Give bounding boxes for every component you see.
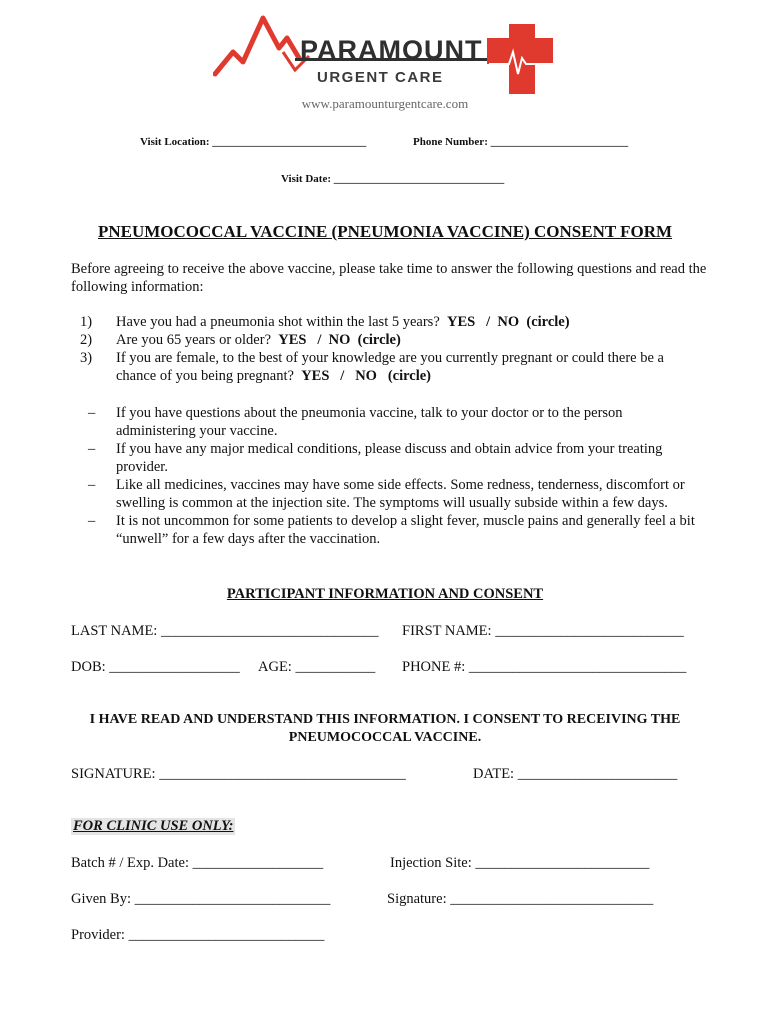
age-field[interactable]: AGE: ___________ (258, 659, 376, 675)
info-bullet (88, 476, 703, 512)
consent-statement: I HAVE READ AND UNDERSTAND THIS INFORMATION. I CONSENT TO RECEIVING THE PNEUMOCOCCAL VACCINE. (89, 712, 681, 745)
last-name-field[interactable]: LAST NAME: ______________________________ (71, 623, 379, 639)
clinic-use-heading: FOR CLINIC USE ONLY: (73, 818, 234, 834)
question-text: If you are female, to the best of your knowledge are you currently pregnant or could there be a chance of you being pregnant? (116, 350, 664, 384)
visit-location-field[interactable]: Visit Location: ____________________________ (140, 136, 367, 148)
injection-site-field[interactable]: Injection Site: ________________________ (390, 855, 650, 871)
provider-field[interactable]: Provider: ___________________________ (71, 927, 325, 943)
brand-subtitle: URGENT CARE (317, 69, 444, 86)
info-bullet (88, 512, 703, 548)
question-text: Are you 65 years or older? (116, 332, 272, 348)
bullet-text: It is not uncommon for some patients to develop a slight fever, muscle pains and generally feel a bit “unwell” for a few days after the vaccination. (116, 513, 695, 547)
brand-name: PARAMOUNT (300, 35, 483, 65)
question-number: 1) (80, 314, 93, 330)
dash-marker: – (88, 405, 96, 421)
bullet-text: Like all medicines, vaccines may have some side effects. Some redness, tenderness, discomfort or swelling is common at the injection site. The symptoms will usually subside within a few days. (116, 477, 685, 511)
phone-number-field[interactable]: Phone Number: _________________________ (413, 136, 629, 148)
visit-date-field[interactable]: Visit Date: _______________________________ (281, 173, 505, 185)
medical-cross-icon (487, 24, 553, 94)
info-bullet (88, 404, 703, 440)
yes-no-answer[interactable]: YES / NO (circle) (278, 332, 401, 348)
info-bullet (88, 440, 703, 476)
yes-no-answer[interactable]: YES / NO (circle) (301, 368, 432, 384)
question-number: 3) (80, 350, 93, 366)
question-number: 2) (80, 332, 93, 348)
signature-field[interactable]: SIGNATURE: __________________________________ (71, 766, 406, 782)
question-item (80, 313, 700, 331)
first-name-field[interactable]: FIRST NAME: __________________________ (402, 623, 684, 639)
question-text: Have you had a pneumonia shot within the last 5 years? (116, 314, 440, 330)
question-item (80, 331, 700, 349)
form-title: PNEUMOCOCCAL VACCINE (PNEUMONIA VACCINE) CONSENT FORM (97, 222, 673, 241)
info-bullets (88, 404, 703, 548)
yes-no-answer[interactable]: YES / NO (circle) (447, 314, 570, 330)
clinic-signature-field[interactable]: Signature: ____________________________ (387, 891, 654, 907)
given-by-field[interactable]: Given By: ___________________________ (71, 891, 331, 907)
date-field[interactable]: DATE: ______________________ (473, 766, 678, 782)
dash-marker: – (88, 477, 96, 493)
question-item (80, 349, 700, 385)
batch-exp-field[interactable]: Batch # / Exp. Date: __________________ (71, 855, 324, 871)
intro-paragraph: Before agreeing to receive the above vaccine, please take time to answer the following questions and read the following information: (71, 261, 707, 295)
website-link[interactable]: www.paramounturgentcare.com (301, 96, 469, 111)
dash-marker: – (88, 441, 96, 457)
participant-section-title: PARTICIPANT INFORMATION AND CONSENT (226, 586, 544, 602)
dob-field[interactable]: DOB: __________________ (71, 659, 240, 675)
bullet-text: If you have any major medical conditions, please discuss and obtain advice from your treating provider. (116, 441, 663, 475)
phone-field[interactable]: PHONE #: ______________________________ (402, 659, 687, 675)
dash-marker: – (88, 513, 96, 529)
bullet-text: If you have questions about the pneumonia vaccine, talk to your doctor or to the person administering your vaccine. (116, 405, 623, 439)
questions-list (80, 313, 700, 385)
